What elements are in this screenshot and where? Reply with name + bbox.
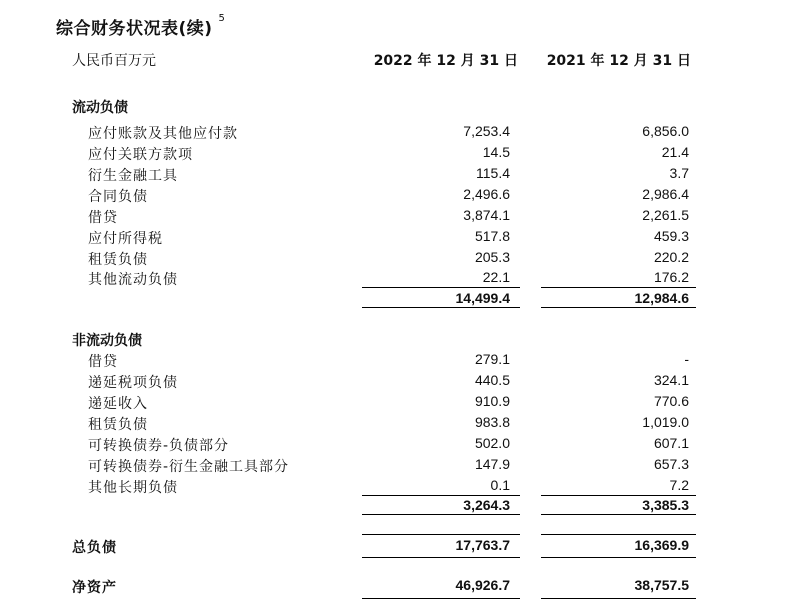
value-2022: 983.8: [474, 414, 510, 430]
value-2022: 502.0: [474, 435, 510, 451]
title-text: 综合财务状况表(续): [56, 19, 213, 39]
total-underline: [541, 557, 696, 558]
net-assets-2021: 38,757.5: [634, 577, 689, 593]
value-2022: 22.1: [482, 269, 510, 285]
row-label: 衍生金融工具: [88, 168, 178, 184]
row-label: 其他长期负债: [88, 480, 178, 496]
row-label: 借贷: [88, 210, 118, 226]
value-2021: 21.4: [661, 144, 689, 160]
total-liabilities-label: 总负债: [72, 540, 117, 556]
value-2021: 3.7: [669, 165, 689, 181]
value-2021: 2,986.4: [642, 186, 689, 202]
subtotal-rule: [362, 495, 520, 496]
total-underline: [362, 557, 520, 558]
row-label: 其他流动负债: [88, 272, 178, 288]
table-row: [0, 435, 809, 455]
row-label: 借贷: [88, 354, 118, 370]
total-liabilities-2022: 17,763.7: [455, 537, 510, 553]
total-liabilities-2021: 16,369.9: [634, 537, 689, 553]
row-label: 应付账款及其他应付款: [88, 126, 238, 142]
row-label: 租赁负债: [88, 417, 148, 433]
net-assets-underline: [362, 598, 520, 599]
subtotal-underline: [541, 514, 696, 515]
table-row: [0, 165, 809, 185]
table-row: [0, 123, 809, 143]
value-2021: 607.1: [653, 435, 689, 451]
table-row: [0, 393, 809, 413]
table-row: [0, 144, 809, 164]
value-2022: 205.3: [474, 249, 510, 265]
subtotal-2021: 12,984.6: [634, 290, 689, 306]
value-2022: 0.1: [490, 477, 510, 493]
subtotal-2021: 3,385.3: [642, 497, 689, 513]
table-row: [0, 414, 809, 434]
row-label: 合同负债: [88, 189, 148, 205]
subtotal-2022: 14,499.4: [455, 290, 510, 306]
table-row: [0, 456, 809, 476]
value-2022: 440.5: [474, 372, 510, 388]
value-2022: 279.1: [474, 351, 510, 367]
section-heading-noncurrent: 非流动负债: [72, 333, 142, 349]
value-2022: 517.8: [474, 228, 510, 244]
table-row: [0, 477, 809, 497]
total-liabilities-row: [0, 537, 809, 557]
row-label: 递延收入: [88, 396, 148, 412]
value-2021: -: [684, 351, 689, 367]
subtotal-rule: [541, 287, 696, 288]
column-header-2021: 2021 年 12 月 31 日: [546, 53, 691, 69]
table-row: [0, 372, 809, 392]
value-2021: 2,261.5: [642, 207, 689, 223]
value-2022: 3,874.1: [463, 207, 510, 223]
value-2022: 2,496.6: [463, 186, 510, 202]
row-label: 应付关联方款项: [88, 147, 193, 163]
value-2021: 176.2: [653, 269, 689, 285]
value-2021: 459.3: [653, 228, 689, 244]
page-title: [56, 14, 225, 39]
total-rule: [541, 534, 696, 535]
table-row: [0, 249, 809, 269]
net-assets-label: 净资产: [72, 580, 117, 596]
row-label: 可转换债券-负债部分: [88, 438, 230, 454]
table-row: [0, 186, 809, 206]
value-2021: 770.6: [653, 393, 689, 409]
value-2021: 220.2: [653, 249, 689, 265]
row-label: 可转换债券-衍生金融工具部分: [88, 459, 290, 475]
value-2022: 14.5: [482, 144, 510, 160]
title-footnote-ref: 5: [218, 13, 226, 25]
value-2022: 7,253.4: [463, 123, 510, 139]
unit-label: 人民币百万元: [72, 53, 156, 69]
table-row: [0, 228, 809, 248]
table-row: [0, 207, 809, 227]
subtotal-2022: 3,264.3: [463, 497, 510, 513]
column-header-2022: 2022 年 12 月 31 日: [373, 53, 518, 69]
value-2022: 115.4: [476, 165, 510, 181]
value-2022: 910.9: [474, 393, 510, 409]
value-2022: 147.9: [474, 456, 510, 472]
row-label: 租赁负债: [88, 252, 148, 268]
value-2021: 324.1: [653, 372, 689, 388]
value-2021: 657.3: [653, 456, 689, 472]
net-assets-2022: 46,926.7: [455, 577, 510, 593]
net-assets-row: [0, 577, 809, 597]
value-2021: 1,019.0: [642, 414, 689, 430]
row-label: 递延税项负债: [88, 375, 178, 391]
subtotal-rule: [541, 495, 696, 496]
net-assets-underline: [541, 598, 696, 599]
table-row: [0, 351, 809, 371]
subtotal-underline: [362, 307, 520, 308]
total-rule: [362, 534, 520, 535]
subtotal-underline: [362, 514, 520, 515]
subtotal-underline: [541, 307, 696, 308]
subtotal-rule: [362, 287, 520, 288]
table-row: [0, 269, 809, 289]
row-label: 应付所得税: [88, 231, 163, 247]
section-heading-current: 流动负债: [72, 100, 128, 116]
value-2021: 6,856.0: [642, 123, 689, 139]
value-2021: 7.2: [669, 477, 689, 493]
